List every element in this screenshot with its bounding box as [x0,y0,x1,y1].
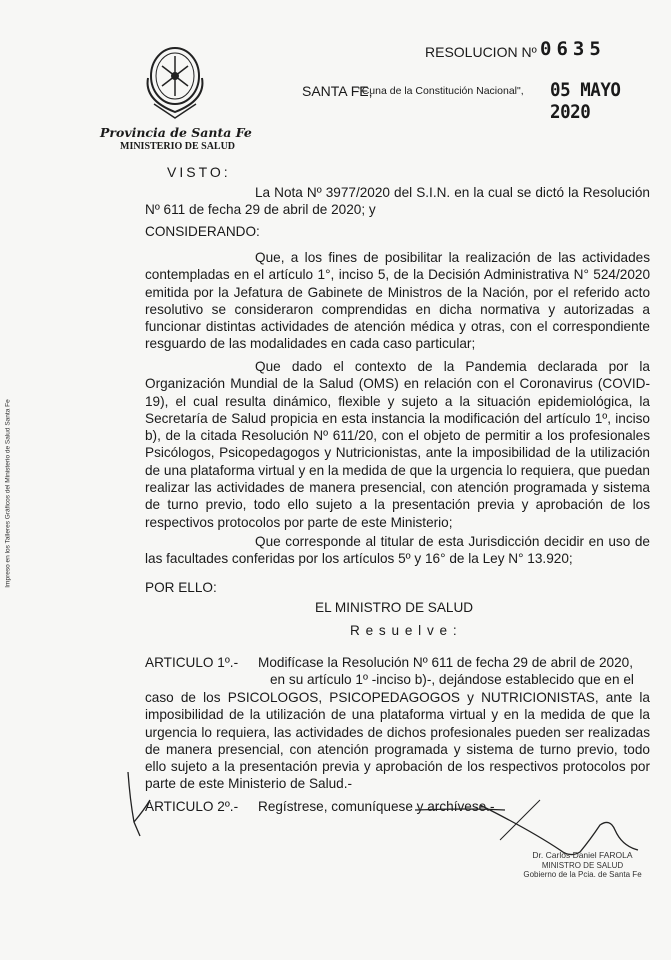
city-motto: "Cuna de la Constitución Nacional", [358,85,524,97]
articulo-2-text: Regístrese, comuníquese y archívese.- [258,799,495,814]
handwritten-margin-mark [120,770,160,840]
considerando-paragraph-2: Que dado el contexto de la Pandemia declarada por la Organización Mundial de la Salud (OMS) en relación con el Coronavirus (COVID-19), el cual resulta dinámico, flexible y sujeto a la situación epidemiológica, la Secretaría de Salud propicia en esta instancia la modificación del artículo 1º, inciso b), de la citada Resolución Nº 611/20, con el objeto de permitir a los profesionales Psicólogos, Psicopedagogos y Nutricionistas, ante la imposibilidad de la utilización de una plataforma virtual y en la medida de que la urgencia lo requiera, que puedan realizar las actividades de manera presencial, con atención programada y sistema de turno previo, todo ello sujeto a la presentación previa y aprobación de los respectivos protocolos por parte de este Ministerio; [145,359,650,530]
printer-side-note: Impreso en los Talleres Gráficos del Ministerio de Salud Santa Fe [4,399,12,588]
city-label: SANTA FE, [302,83,373,99]
resuelve-heading: R e s u e l v e : [350,623,458,638]
signature-org: Gobierno de la Pcia. de Santa Fe [523,870,642,879]
considerando-heading: CONSIDERANDO: [145,224,260,239]
articulo-2-label: ARTICULO 2º.- [145,799,239,814]
articulo-1-first-line: Modifícase la Resolución Nº 611 de fecha 29 de abril de 2020, [258,655,634,670]
province-name: Provincia de Santa Fe [100,125,252,140]
articulo-1-second-line: en su artículo 1º -inciso b)-, dejándose establecido que en el [270,672,634,687]
por-ello-heading: POR ELLO: [145,580,217,595]
signature-name: Dr. Carlos Daniel FAROLA [532,850,633,860]
visto-heading: VISTO: [167,164,231,180]
coat-of-arms-seal [140,38,210,120]
articulo-1-label: ARTICULO 1º.- [145,655,239,670]
resolution-number: 0635 [540,38,606,60]
resolution-date: 05 MAYO 2020 [550,79,621,123]
visto-paragraph: La Nota Nº 3977/2020 del S.I.N. en la cual se dictó la Resolución Nº 611 de fecha 29 de abril de 2020; y [145,185,650,218]
signature-block [495,851,670,880]
signature-role: MINISTRO DE SALUD [541,860,624,870]
minister-title: EL MINISTRO DE SALUD [315,600,474,615]
articulo-1-body: caso de los PSICOLOGOS, PSICOPEDAGOGOS y NUTRICIONISTAS, ante la imposibilidad de la utilización de una plataforma virtual y en la medida de que la urgencia lo requiera, las actividades de dichos profesionales pueden ser realizadas de manera presencial, con atención programada y sistema de turno previo, todo ello sujeto a la presentación previa y aprobación de los respectivos protocolos por parte de este Ministerio de Salud.- [145,690,650,792]
ministry-name: MINISTERIO DE SALUD [120,141,236,152]
considerando-paragraph-1: Que, a los fines de posibilitar la realización de las actividades contempladas en el artículo 1°, inciso 5, de la Decisión Administrativa N° 524/2020 emitida por la Jefatura de Gabinete de Ministros de la Nación, por el referido acto resolutivo se consideraron comprendidas en dicha normativa y autorizadas a funcionar distintas actividades de atención médica y otras, con el correspondiente resguardo de las modalidades en cada caso particular; [145,250,650,352]
considerando-paragraph-3: Que corresponde al titular de esta Jurisdicción decidir en uso de las facultades conferidas por los artículos 5º y 16° de la Ley N° 13.920; [145,534,650,567]
resolution-label: RESOLUCION Nº [425,44,537,60]
